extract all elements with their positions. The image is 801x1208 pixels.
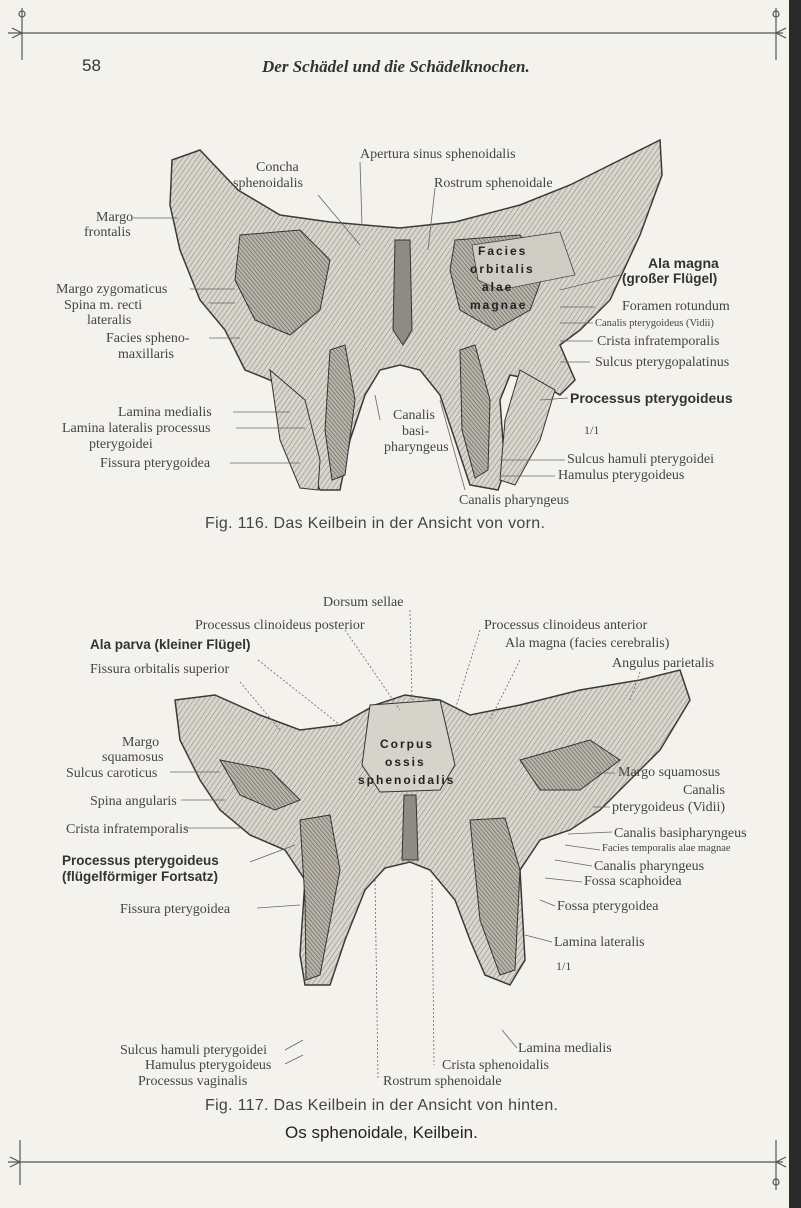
label-facies-1: Facies spheno- — [106, 331, 190, 346]
label-margo-frontalis-2: frontalis — [84, 225, 131, 240]
label-ala-magna-2: (großer Flügel) — [622, 271, 718, 286]
label-margo-squamosus-1: Margo — [122, 735, 160, 750]
label-spina-2: lateralis — [87, 313, 132, 328]
label-facies-2: maxillaris — [118, 347, 174, 362]
bone-label-facies: Facies — [478, 244, 528, 258]
label-concha-1: Concha — [256, 160, 299, 175]
label-rostrum: Rostrum sphenoidale — [434, 176, 553, 191]
bone-label-corpus: Corpus — [380, 737, 434, 751]
label-processus-pterygoideus-117: Processus pterygoideus — [62, 853, 219, 868]
label-hamulus-117: Hamulus pterygoideus — [145, 1058, 272, 1073]
label-lamina-lateralis-117: Lamina lateralis — [554, 935, 645, 950]
label-ala-magna-1: Ala magna — [648, 255, 719, 271]
label-canalis-basi-1: Canalis — [393, 408, 435, 423]
label-margo-squamosus-2: squamosus — [102, 750, 164, 765]
label-concha-2: sphenoidalis — [233, 176, 303, 191]
label-facies-temporalis: Facies temporalis alae magnae — [602, 843, 731, 854]
label-crista: Crista infratemporalis — [597, 334, 720, 349]
label-canalis-117-1: Canalis — [683, 783, 725, 798]
bone-label-alae: alae — [482, 280, 514, 294]
label-fissura-pterygoidea-117: Fissura pterygoidea — [120, 902, 231, 917]
label-crista-infratemporalis-117: Crista infratemporalis — [66, 822, 189, 837]
label-canalis-pharyngeus: Canalis pharyngeus — [459, 493, 570, 508]
label-apertura: Apertura sinus sphenoidalis — [360, 147, 516, 162]
bone-label-ossis: ossis — [385, 755, 426, 769]
label-canalis-basi-2: basi- — [402, 424, 430, 439]
label-scale-117: 1/1 — [556, 959, 572, 973]
label-sulcus-hamuli-117: Sulcus hamuli pterygoidei — [120, 1043, 267, 1058]
fig117-caption: Fig. 117. Das Keilbein in der Ansicht von hinten. — [205, 1097, 559, 1114]
plate-title: Os sphenoidale, Keilbein. — [285, 1123, 478, 1142]
label-dorsum-sellae: Dorsum sellae — [323, 595, 404, 610]
label-fossa-pterygoidea: Fossa pterygoidea — [557, 899, 659, 914]
label-processus-vaginalis: Processus vaginalis — [138, 1074, 248, 1089]
label-canalis-basipharyngeus: Canalis basipharyngeus — [614, 826, 747, 841]
label-angulus-parietalis: Angulus parietalis — [612, 656, 715, 671]
bone-label-sphenoidalis: sphenoidalis — [358, 773, 456, 787]
label-canalis-pterygoideus: Canalis pterygoideus (Vidii) — [595, 318, 714, 329]
label-fossa-scaphoidea: Fossa scaphoidea — [584, 874, 682, 889]
label-hamulus: Hamulus pterygoideus — [558, 468, 685, 483]
page-number: 58 — [82, 56, 101, 75]
label-spina-angularis: Spina angularis — [90, 794, 177, 809]
running-header: Der Schädel und die Schädelknochen. — [262, 57, 530, 76]
label-lamina-lateralis-1: Lamina lateralis processus — [62, 421, 211, 436]
label-sulcus-pterygopalatinus: Sulcus pterygopalatinus — [595, 355, 730, 370]
label-processus-pterygoideus: Processus pterygoideus — [570, 390, 733, 406]
label-margo-squamosus-right: Margo squamosus — [618, 765, 721, 780]
label-canalis-117-2: pterygoideus (Vidii) — [612, 800, 726, 815]
label-fissura: Fissura pterygoidea — [100, 456, 211, 471]
label-sulcus-caroticus: Sulcus caroticus — [66, 766, 158, 781]
fig116-caption: Fig. 116. Das Keilbein in der Ansicht von vorn. — [205, 515, 546, 532]
bone-label-orbitalis: orbitalis — [470, 262, 535, 276]
label-processus-pterygoideus-117-sub: (flügelförmiger Fortsatz) — [62, 869, 219, 884]
label-margo-zygomaticus: Margo zygomaticus — [56, 282, 168, 297]
label-canalis-basi-3: pharyngeus — [384, 440, 449, 455]
label-rostrum-sphenoidale-117: Rostrum sphenoidale — [383, 1074, 502, 1089]
label-ala-magna-117: Ala magna (facies cerebralis) — [505, 636, 670, 651]
label-lamina-medialis-117: Lamina medialis — [518, 1041, 612, 1056]
label-spina-1: Spina m. recti — [64, 298, 143, 313]
label-crista-sphenoidalis: Crista sphenoidalis — [442, 1058, 549, 1073]
bone-label-magnae: magnae — [470, 298, 528, 312]
label-proc-clinoideus-anterior: Processus clinoideus anterior — [484, 618, 648, 633]
label-scale-116: 1/1 — [584, 423, 600, 437]
label-margo-frontalis-1: Margo — [96, 210, 134, 225]
label-fissura-orbitalis: Fissura orbitalis superior — [90, 662, 230, 677]
label-lamina-lateralis-2: pterygoidei — [89, 437, 153, 452]
label-sulcus-hamuli: Sulcus hamuli pterygoidei — [567, 452, 714, 467]
label-canalis-pharyngeus-117: Canalis pharyngeus — [594, 859, 705, 874]
label-lamina-medialis: Lamina medialis — [118, 405, 212, 420]
label-proc-clinoideus-posterior: Processus clinoideus posterior — [195, 618, 365, 633]
label-ala-parva: Ala parva (kleiner Flügel) — [90, 637, 251, 652]
label-foramen: Foramen rotundum — [622, 299, 730, 314]
